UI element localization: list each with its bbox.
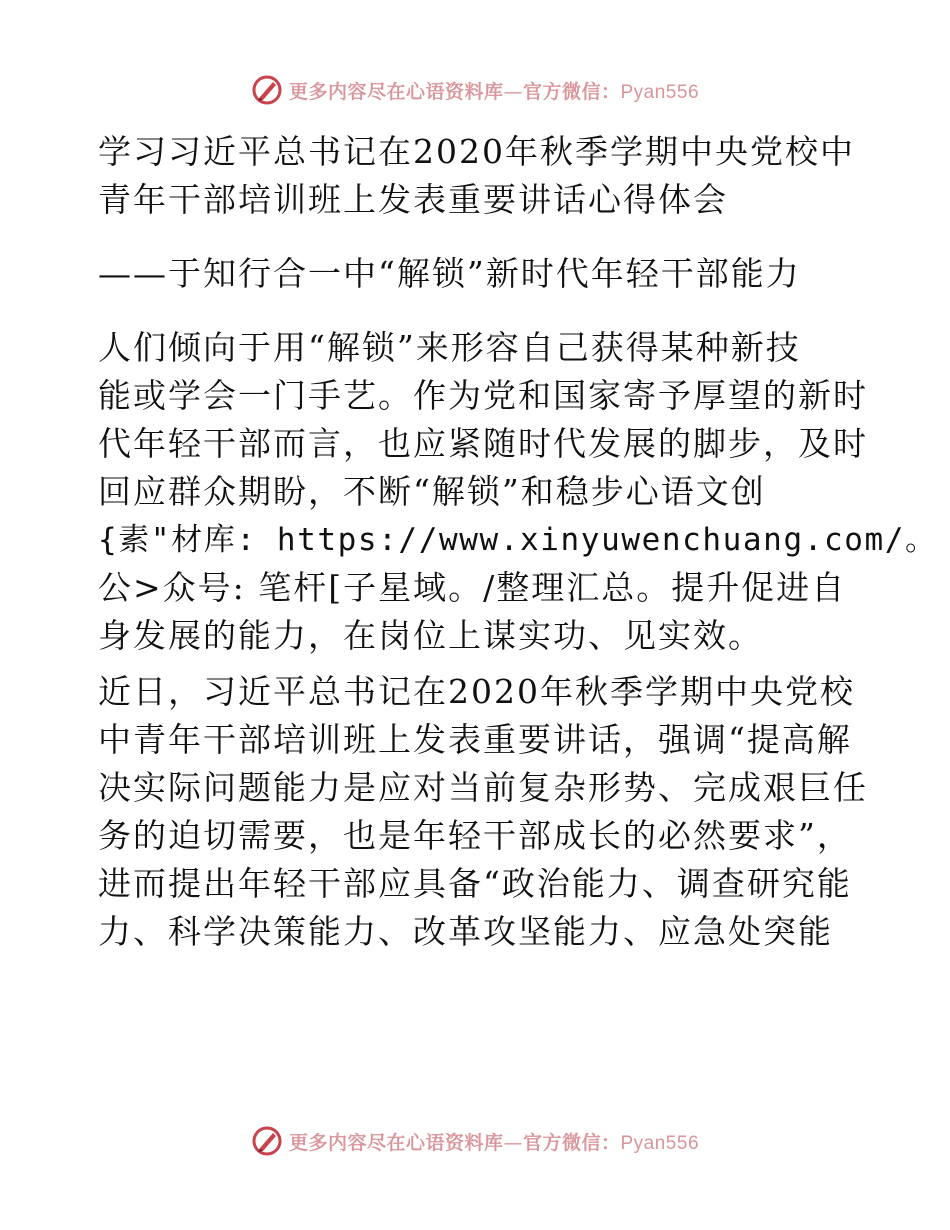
document-subtitle: ——于知行合一中“解锁”新时代年轻干部能力 [98, 254, 801, 293]
paragraph-line: 近日，习近平总书记在2020年秋季学期中央党校 [98, 672, 855, 711]
watermark-wechat-id: Pyan556 [620, 1132, 700, 1154]
watermark-text [289, 1128, 699, 1155]
document-body [98, 128, 938, 956]
watermark-label: 官方微信： [522, 1131, 621, 1154]
document-title [98, 128, 858, 224]
brand-logo-icon [251, 1125, 283, 1157]
title-line: 青年干部培训班上发表重要讲话心得体会 [98, 180, 728, 219]
brand-logo-icon [251, 74, 283, 106]
paragraph-line: 决实际问题能力是应对当前复杂形势、完成艰巨任 [98, 768, 868, 807]
paragraph-line: 能或学会一门手艺。作为党和国家寄予厚望的新时 [98, 376, 868, 415]
paragraph-line: 公>众号: 笔杆[子星域。/整理汇总。提升促进自 [98, 568, 847, 607]
paragraph-1 [98, 324, 938, 660]
watermark-text [289, 77, 699, 104]
paragraph-line: 务的迫切需要，也是年轻干部成长的必然要求”， [98, 816, 852, 855]
paragraph-line: 人们倾向于用“解锁”来形容自己获得某种新技 [98, 328, 801, 367]
paragraph-line: 进而提出年轻干部应具备“政治能力、调查研究能 [98, 864, 852, 903]
watermark-separator: — [503, 80, 523, 103]
watermark-brand: 更多内容尽在心语资料库 [288, 1131, 504, 1154]
watermark-label: 官方微信： [522, 80, 621, 103]
paragraph-line: 中青年干部培训班上发表重要讲话，强调“提高解 [98, 720, 852, 759]
paragraph-line: 身发展的能力，在岗位上谋实功、见实效。 [98, 616, 763, 655]
paragraph-line: 回应群众期盼，不断“解锁”和稳步心语文创 [98, 472, 766, 511]
watermark-separator: — [503, 1131, 523, 1154]
watermark-brand: 更多内容尽在心语资料库 [288, 80, 504, 103]
footer-watermark [0, 1121, 950, 1161]
paragraph-line: 代年轻干部而言，也应紧随时代发展的脚步，及时 [98, 424, 868, 463]
title-line: 学习习近平总书记在2020年秋季学期中央党校中 [98, 132, 855, 171]
paragraph-line: 力、科学决策能力、改革攻坚能力、应急处突能 [98, 912, 833, 951]
header-watermark [0, 70, 950, 110]
paragraph-line: {素"材库: https://www.xinyuwenchuang.com/。 [98, 522, 938, 558]
paragraph-2 [98, 668, 868, 956]
watermark-wechat-id: Pyan556 [620, 81, 700, 103]
